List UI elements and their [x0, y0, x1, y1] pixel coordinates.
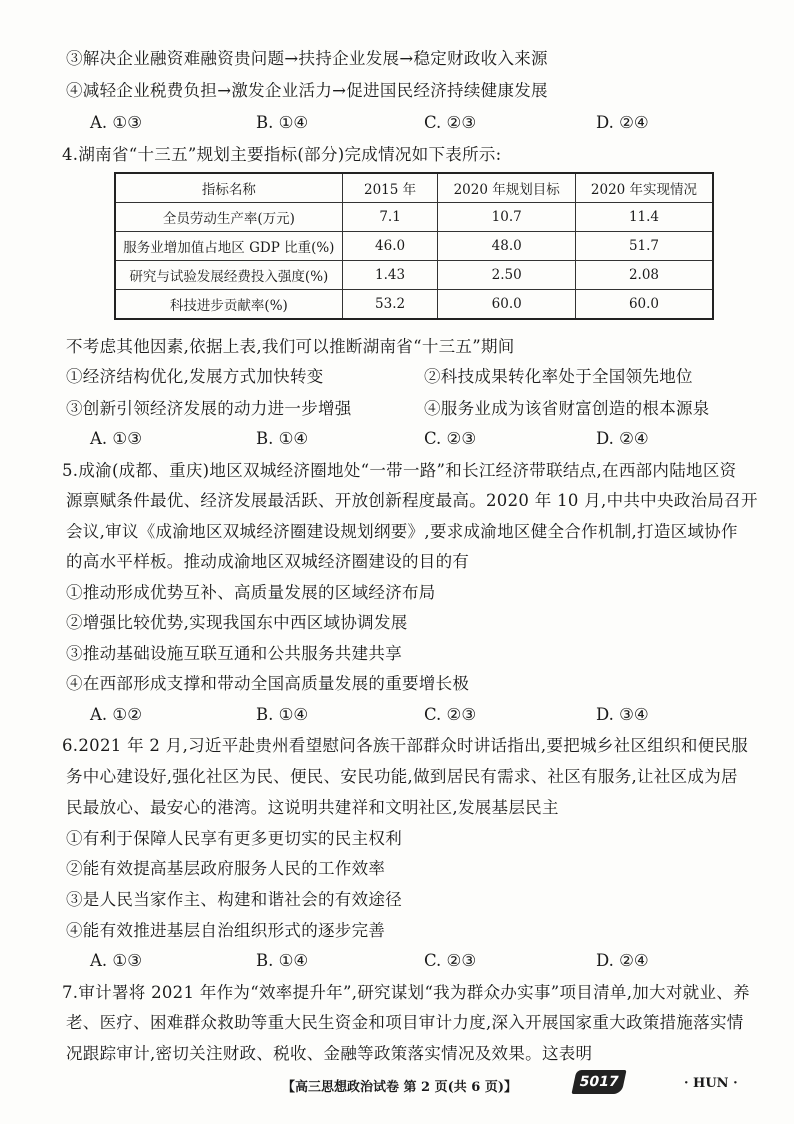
table-cell: 1.43 — [342, 261, 438, 290]
table-cell: 7.1 — [342, 203, 438, 232]
q5-option-a: A. ①② — [90, 705, 142, 724]
table-header: 2015 年 — [342, 173, 438, 203]
q4-item-3: ③创新引领经济发展的动力进一步增强 — [66, 399, 352, 418]
q4-stem: 4.湖南省“十三五”规划主要指标(部分)完成情况如下表所示: — [62, 145, 502, 164]
q4-option-c: C. ②③ — [424, 429, 477, 448]
table-cell: 研究与试验发展经费投入强度(%) — [115, 261, 342, 290]
table-cell: 60.0 — [575, 290, 713, 320]
q5-option-b: B. ①④ — [256, 705, 309, 724]
table-cell: 51.7 — [575, 232, 713, 261]
table-header: 2020 年规划目标 — [438, 173, 576, 203]
table-row — [115, 203, 713, 232]
q6-item-1: ①有利于保障人民享有更多更切实的民主权利 — [66, 829, 402, 848]
q6-stem-line: 民最放心、最安心的港湾。这说明共建祥和文明社区,发展基层民主 — [66, 798, 559, 817]
q5-stem-line: 5.成渝(成都、重庆)地区双城经济圈地处“一带一路”和长江经济带联结点,在西部内陆地区资 — [62, 461, 737, 480]
q3-option-d: D. ②④ — [596, 113, 649, 132]
q6-item-4: ④能有效推进基层自治组织形式的逐步完善 — [66, 921, 386, 940]
q5-stem-line: 源禀赋条件最优、经济发展最活跃、开放创新程度最高。2020 年 10 月,中共中央政治局召开 — [66, 491, 758, 510]
q4-item-1: ①经济结构优化,发展方式加快转变 — [66, 367, 324, 386]
q4-item-4: ④服务业成为该省财富创造的根本源泉 — [424, 399, 710, 418]
table-cell: 46.0 — [342, 232, 438, 261]
q6-item-2: ②能有效提高基层政府服务人民的工作效率 — [66, 859, 386, 878]
q3-option-a: A. ①③ — [90, 113, 142, 132]
footer-region: · HUN · — [684, 1076, 738, 1091]
table-cell: 全员劳动生产率(万元) — [115, 203, 342, 232]
q5-option-c: C. ②③ — [424, 705, 477, 724]
table-cell: 53.2 — [342, 290, 438, 320]
table-cell: 科技进步贡献率(%) — [115, 290, 342, 320]
q3-item-3: ③解决企业融资难融资贵问题→扶持企业发展→稳定财政收入来源 — [66, 49, 548, 68]
q5-item-4: ④在西部形成支撑和带动全国高质量发展的重要增长极 — [66, 674, 470, 693]
q3-item-4: ④减轻企业税费负担→激发企业活力→促进国民经济持续健康发展 — [66, 81, 548, 100]
q5-item-1: ①推动形成优势互补、高质量发展的区域经济布局 — [66, 583, 436, 602]
q4-option-b: B. ①④ — [256, 429, 309, 448]
q6-option-d: D. ②④ — [596, 951, 649, 970]
q7-stem-line: 老、医疗、困难群众救助等重大民生资金和项目审计力度,深入开展国家重大政策措施落实情 — [66, 1013, 744, 1032]
q7-stem-line: 况跟踪审计,密切关注财政、税收、金融等政策落实情况及效果。这表明 — [66, 1044, 593, 1063]
q6-stem-line: 6.2021 年 2 月,习近平赴贵州看望慰问各族干部群众时讲话指出,要把城乡社区组织和便民服 — [62, 736, 749, 755]
q5-option-d: D. ③④ — [596, 705, 649, 724]
table-cell: 2.08 — [575, 261, 713, 290]
q4-option-a: A. ①③ — [90, 429, 142, 448]
q4-option-d: D. ②④ — [596, 429, 649, 448]
q6-option-a: A. ①③ — [90, 951, 142, 970]
q3-option-c: C. ②③ — [424, 113, 477, 132]
q5-stem-line: 的高水平样板。推动成渝地区双城经济圈建设的目的有 — [66, 552, 470, 571]
page-code-badge: 5017 — [571, 1070, 626, 1094]
footer-title: 【高三思想政治试卷 第 2 页(共 6 页)】 — [282, 1080, 518, 1095]
q6-stem-line: 务中心建设好,强化社区为民、便民、安民功能,做到居民有需求、社区有服务,让社区成为居 — [66, 767, 738, 786]
table-row — [115, 261, 713, 290]
q5-item-3: ③推动基础设施互联互通和公共服务共建共享 — [66, 644, 402, 663]
table-row — [115, 290, 713, 320]
indicator-table — [114, 172, 714, 320]
table-header: 指标名称 — [115, 173, 342, 203]
table-row — [115, 232, 713, 261]
q4-prompt: 不考虑其他因素,依据上表,我们可以推断湖南省“十三五”期间 — [66, 337, 515, 356]
q7-stem-line: 7.审计署将 2021 年作为“效率提升年”,研究谋划“我为群众办实事”项目清单,加大对就业、养 — [62, 983, 750, 1002]
table-cell: 60.0 — [438, 290, 576, 320]
table-cell: 10.7 — [438, 203, 576, 232]
q5-item-2: ②增强比较优势,实现我国东中西区域协调发展 — [66, 613, 408, 632]
table-header-row — [115, 173, 713, 203]
q5-stem-line: 会议,审议《成渝地区双城经济圈建设规划纲要》,要求成渝地区健全合作机制,打造区域协作 — [66, 522, 738, 541]
table-cell: 2.50 — [438, 261, 576, 290]
table-cell: 服务业增加值占地区 GDP 比重(%) — [115, 232, 342, 261]
q6-item-3: ③是人民当家作主、构建和谐社会的有效途径 — [66, 890, 402, 909]
q3-option-b: B. ①④ — [256, 113, 309, 132]
table-header: 2020 年实现情况 — [575, 173, 713, 203]
q6-option-b: B. ①④ — [256, 951, 309, 970]
q4-item-2: ②科技成果转化率处于全国领先地位 — [424, 367, 693, 386]
table-cell: 48.0 — [438, 232, 576, 261]
table-cell: 11.4 — [575, 203, 713, 232]
q6-option-c: C. ②③ — [424, 951, 477, 970]
